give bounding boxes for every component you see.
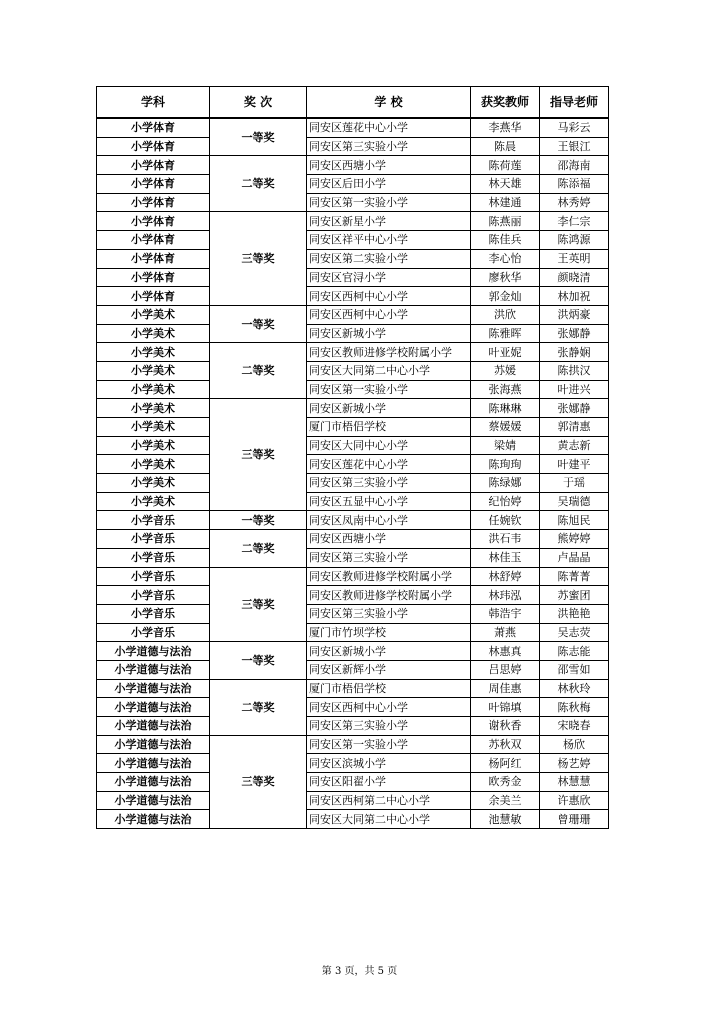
table-row xyxy=(97,193,609,212)
award-cell: 一等奖 xyxy=(210,511,307,530)
teacher-cell: 萧燕 xyxy=(471,623,540,642)
school-cell: 同安区教师进修学校附属小学 xyxy=(307,567,471,586)
subject-cell: 小学道德与法治 xyxy=(97,698,210,717)
advisor-cell: 宋晓春 xyxy=(540,717,609,736)
header-advisor: 指导老师 xyxy=(540,87,609,119)
school-cell: 同安区第三实验小学 xyxy=(307,474,471,493)
advisor-cell: 熊婷婷 xyxy=(540,530,609,549)
school-cell: 同安区凤南中心小学 xyxy=(307,511,471,530)
table-row xyxy=(97,791,609,810)
subject-cell: 小学美术 xyxy=(97,324,210,343)
advisor-cell: 杨欣 xyxy=(540,735,609,754)
advisor-cell: 李仁宗 xyxy=(540,212,609,231)
header-school: 学 校 xyxy=(307,87,471,119)
advisor-cell: 叶建平 xyxy=(540,455,609,474)
school-cell: 同安区五显中心小学 xyxy=(307,492,471,511)
table-row xyxy=(97,287,609,306)
school-cell: 同安区新城小学 xyxy=(307,324,471,343)
subject-cell: 小学美术 xyxy=(97,399,210,418)
table-row xyxy=(97,305,609,324)
table-row xyxy=(97,810,609,829)
school-cell: 同安区大同第二中心小学 xyxy=(307,810,471,829)
school-cell: 厦门市竹坝学校 xyxy=(307,623,471,642)
table-row xyxy=(97,324,609,343)
advisor-cell: 苏蜜团 xyxy=(540,586,609,605)
advisor-cell: 叶进兴 xyxy=(540,380,609,399)
school-cell: 同安区西柯中心小学 xyxy=(307,698,471,717)
teacher-cell: 张海燕 xyxy=(471,380,540,399)
award-cell: 一等奖 xyxy=(210,305,307,342)
school-cell: 同安区莲花中心小学 xyxy=(307,118,471,137)
teacher-cell: 林舒婷 xyxy=(471,567,540,586)
subject-cell: 小学美术 xyxy=(97,361,210,380)
advisor-cell: 于瑶 xyxy=(540,474,609,493)
award-cell: 三等奖 xyxy=(210,567,307,642)
school-cell: 同安区第三实验小学 xyxy=(307,604,471,623)
table-row xyxy=(97,418,609,437)
advisor-cell: 邵海南 xyxy=(540,156,609,175)
school-cell: 同安区第三实验小学 xyxy=(307,137,471,156)
teacher-cell: 林建通 xyxy=(471,193,540,212)
table-row xyxy=(97,343,609,362)
teacher-cell: 洪欣 xyxy=(471,305,540,324)
subject-cell: 小学美术 xyxy=(97,436,210,455)
advisor-cell: 王英明 xyxy=(540,249,609,268)
school-cell: 同安区大同中心小学 xyxy=(307,436,471,455)
school-cell: 同安区大同第二中心小学 xyxy=(307,361,471,380)
table-row xyxy=(97,642,609,661)
award-cell: 三等奖 xyxy=(210,735,307,828)
subject-cell: 小学音乐 xyxy=(97,548,210,567)
advisor-cell: 洪炳豪 xyxy=(540,305,609,324)
table-row xyxy=(97,399,609,418)
teacher-cell: 周佳惠 xyxy=(471,679,540,698)
subject-cell: 小学体育 xyxy=(97,137,210,156)
table-row xyxy=(97,361,609,380)
subject-cell: 小学体育 xyxy=(97,231,210,250)
teacher-cell: 纪怡婷 xyxy=(471,492,540,511)
advisor-cell: 林秋玲 xyxy=(540,679,609,698)
table-row xyxy=(97,773,609,792)
table-row xyxy=(97,679,609,698)
advisor-cell: 曾珊珊 xyxy=(540,810,609,829)
table-body xyxy=(97,118,609,829)
award-cell: 二等奖 xyxy=(210,156,307,212)
header-award: 奖 次 xyxy=(210,87,307,119)
teacher-cell: 林天雄 xyxy=(471,175,540,194)
advisor-cell: 马彩云 xyxy=(540,118,609,137)
table-row xyxy=(97,436,609,455)
school-cell: 同安区第一实验小学 xyxy=(307,735,471,754)
school-cell: 同安区西塘小学 xyxy=(307,156,471,175)
subject-cell: 小学美术 xyxy=(97,492,210,511)
award-cell: 二等奖 xyxy=(210,530,307,567)
subject-cell: 小学道德与法治 xyxy=(97,642,210,661)
school-cell: 同安区第一实验小学 xyxy=(307,380,471,399)
table-row xyxy=(97,175,609,194)
advisor-cell: 陈拱汉 xyxy=(540,361,609,380)
teacher-cell: 池慧敏 xyxy=(471,810,540,829)
advisor-cell: 林加祝 xyxy=(540,287,609,306)
school-cell: 同安区祥平中心小学 xyxy=(307,231,471,250)
table-row xyxy=(97,623,609,642)
advisor-cell: 郭清惠 xyxy=(540,418,609,437)
subject-cell: 小学体育 xyxy=(97,249,210,268)
school-cell: 同安区第一实验小学 xyxy=(307,193,471,212)
school-cell: 同安区西塘小学 xyxy=(307,530,471,549)
subject-cell: 小学道德与法治 xyxy=(97,679,210,698)
subject-cell: 小学体育 xyxy=(97,193,210,212)
school-cell: 同安区教师进修学校附属小学 xyxy=(307,586,471,605)
school-cell: 同安区西柯中心小学 xyxy=(307,287,471,306)
teacher-cell: 陈燕丽 xyxy=(471,212,540,231)
teacher-cell: 郭金灿 xyxy=(471,287,540,306)
teacher-cell: 林佳玉 xyxy=(471,548,540,567)
award-cell: 二等奖 xyxy=(210,343,307,399)
table-row xyxy=(97,717,609,736)
subject-cell: 小学音乐 xyxy=(97,623,210,642)
subject-cell: 小学美术 xyxy=(97,455,210,474)
subject-cell: 小学道德与法治 xyxy=(97,660,210,679)
table-row xyxy=(97,604,609,623)
teacher-cell: 李燕华 xyxy=(471,118,540,137)
teacher-cell: 苏媛 xyxy=(471,361,540,380)
advisor-cell: 陈菁菁 xyxy=(540,567,609,586)
teacher-cell: 陈珣珣 xyxy=(471,455,540,474)
advisor-cell: 洪艳艳 xyxy=(540,604,609,623)
table-row xyxy=(97,530,609,549)
subject-cell: 小学道德与法治 xyxy=(97,754,210,773)
teacher-cell: 叶锦填 xyxy=(471,698,540,717)
advisor-cell: 杨艺婷 xyxy=(540,754,609,773)
school-cell: 同安区官浔小学 xyxy=(307,268,471,287)
table-row xyxy=(97,698,609,717)
advisor-cell: 陈鸿源 xyxy=(540,231,609,250)
advisor-cell: 张静娴 xyxy=(540,343,609,362)
school-cell: 同安区滨城小学 xyxy=(307,754,471,773)
table-row xyxy=(97,137,609,156)
teacher-cell: 任婉钦 xyxy=(471,511,540,530)
header-teacher: 获奖教师 xyxy=(471,87,540,119)
table-row xyxy=(97,567,609,586)
advisor-cell: 卢晶晶 xyxy=(540,548,609,567)
award-cell: 三等奖 xyxy=(210,212,307,305)
subject-cell: 小学道德与法治 xyxy=(97,717,210,736)
subject-cell: 小学音乐 xyxy=(97,511,210,530)
subject-cell: 小学道德与法治 xyxy=(97,773,210,792)
subject-cell: 小学体育 xyxy=(97,212,210,231)
award-cell: 二等奖 xyxy=(210,679,307,735)
advisor-cell: 吴志荧 xyxy=(540,623,609,642)
school-cell: 同安区后田小学 xyxy=(307,175,471,194)
award-cell: 一等奖 xyxy=(210,118,307,156)
advisor-cell: 许惠欣 xyxy=(540,791,609,810)
subject-cell: 小学体育 xyxy=(97,268,210,287)
advisor-cell: 林秀婷 xyxy=(540,193,609,212)
teacher-cell: 陈佳兵 xyxy=(471,231,540,250)
school-cell: 同安区第三实验小学 xyxy=(307,717,471,736)
teacher-cell: 梁婧 xyxy=(471,436,540,455)
subject-cell: 小学体育 xyxy=(97,118,210,137)
school-cell: 同安区第三实验小学 xyxy=(307,548,471,567)
subject-cell: 小学美术 xyxy=(97,474,210,493)
advisor-cell: 颜晓清 xyxy=(540,268,609,287)
subject-cell: 小学音乐 xyxy=(97,530,210,549)
teacher-cell: 陈荷莲 xyxy=(471,156,540,175)
table-row xyxy=(97,268,609,287)
table-row xyxy=(97,380,609,399)
subject-cell: 小学美术 xyxy=(97,305,210,324)
header-subject: 学科 xyxy=(97,87,210,119)
teacher-cell: 陈绿娜 xyxy=(471,474,540,493)
teacher-cell: 陈琳琳 xyxy=(471,399,540,418)
subject-cell: 小学体育 xyxy=(97,175,210,194)
advisor-cell: 黄志新 xyxy=(540,436,609,455)
school-cell: 同安区阳翟小学 xyxy=(307,773,471,792)
table-row xyxy=(97,511,609,530)
table-row xyxy=(97,156,609,175)
teacher-cell: 韩浩宇 xyxy=(471,604,540,623)
school-cell: 厦门市梧侣学校 xyxy=(307,679,471,698)
teacher-cell: 吕思婷 xyxy=(471,660,540,679)
page-footer: 第 3 页，共 5 页 xyxy=(321,966,398,977)
teacher-cell: 蔡媛媛 xyxy=(471,418,540,437)
table-row xyxy=(97,212,609,231)
subject-cell: 小学道德与法治 xyxy=(97,791,210,810)
table-row xyxy=(97,231,609,250)
subject-cell: 小学音乐 xyxy=(97,604,210,623)
subject-cell: 小学美术 xyxy=(97,380,210,399)
advisor-cell: 张娜静 xyxy=(540,324,609,343)
teacher-cell: 欧秀金 xyxy=(471,773,540,792)
subject-cell: 小学美术 xyxy=(97,418,210,437)
school-cell: 同安区西柯第二中心小学 xyxy=(307,791,471,810)
advisor-cell: 陈旭民 xyxy=(540,511,609,530)
teacher-cell: 洪石韦 xyxy=(471,530,540,549)
teacher-cell: 廖秋华 xyxy=(471,268,540,287)
subject-cell: 小学音乐 xyxy=(97,567,210,586)
teacher-cell: 杨阿红 xyxy=(471,754,540,773)
table-row xyxy=(97,249,609,268)
table-row xyxy=(97,118,609,137)
teacher-cell: 陈雅晖 xyxy=(471,324,540,343)
table-row xyxy=(97,660,609,679)
award-cell: 三等奖 xyxy=(210,399,307,511)
subject-cell: 小学体育 xyxy=(97,156,210,175)
school-cell: 厦门市梧侣学校 xyxy=(307,418,471,437)
school-cell: 同安区新辉小学 xyxy=(307,660,471,679)
subject-cell: 小学道德与法治 xyxy=(97,810,210,829)
school-cell: 同安区新城小学 xyxy=(307,399,471,418)
school-cell: 同安区教师进修学校附属小学 xyxy=(307,343,471,362)
school-cell: 同安区新星小学 xyxy=(307,212,471,231)
advisor-cell: 陈秋梅 xyxy=(540,698,609,717)
teacher-cell: 谢秋香 xyxy=(471,717,540,736)
advisor-cell: 林慧慧 xyxy=(540,773,609,792)
school-cell: 同安区第二实验小学 xyxy=(307,249,471,268)
school-cell: 同安区西柯中心小学 xyxy=(307,305,471,324)
teacher-cell: 余美兰 xyxy=(471,791,540,810)
teacher-cell: 林玮泓 xyxy=(471,586,540,605)
advisor-cell: 吴瑞德 xyxy=(540,492,609,511)
award-table xyxy=(96,86,609,829)
table-row xyxy=(97,492,609,511)
table-row xyxy=(97,754,609,773)
advisor-cell: 张娜静 xyxy=(540,399,609,418)
table-header-row xyxy=(97,87,609,119)
advisor-cell: 王银江 xyxy=(540,137,609,156)
table-row xyxy=(97,735,609,754)
table-row xyxy=(97,586,609,605)
teacher-cell: 苏秋双 xyxy=(471,735,540,754)
teacher-cell: 林惠真 xyxy=(471,642,540,661)
table-row xyxy=(97,455,609,474)
school-cell: 同安区新城小学 xyxy=(307,642,471,661)
table-row xyxy=(97,474,609,493)
subject-cell: 小学音乐 xyxy=(97,586,210,605)
subject-cell: 小学道德与法治 xyxy=(97,735,210,754)
teacher-cell: 陈晨 xyxy=(471,137,540,156)
subject-cell: 小学体育 xyxy=(97,287,210,306)
award-cell: 一等奖 xyxy=(210,642,307,679)
teacher-cell: 叶亚妮 xyxy=(471,343,540,362)
advisor-cell: 陈志能 xyxy=(540,642,609,661)
school-cell: 同安区莲花中心小学 xyxy=(307,455,471,474)
table-row xyxy=(97,548,609,567)
teacher-cell: 李心怡 xyxy=(471,249,540,268)
advisor-cell: 陈添福 xyxy=(540,175,609,194)
advisor-cell: 邵雪如 xyxy=(540,660,609,679)
subject-cell: 小学美术 xyxy=(97,343,210,362)
